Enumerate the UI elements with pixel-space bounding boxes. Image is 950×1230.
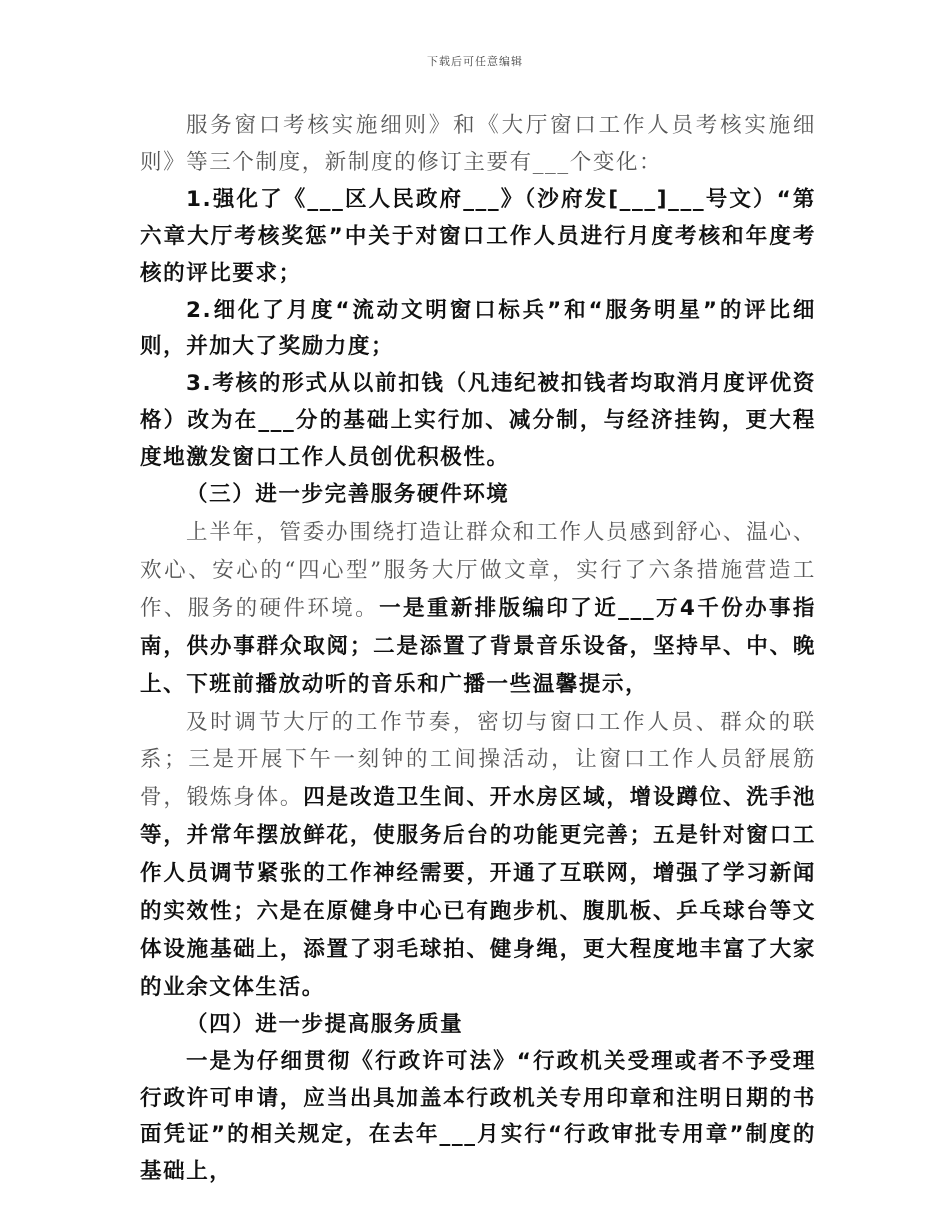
page-header: 下载后可任意编辑 — [427, 55, 523, 68]
paragraph-hardware-environment — [140, 514, 816, 704]
document-body — [140, 108, 816, 1191]
paragraph-hardware-environment-plain: 上半年，管委办围绕打造让群众和工作人员感到舒心、温心、欢心、安心的“四心型”服务大厅做文章，实行了六条措施营造工作、服务的硬件环境。 — [140, 519, 816, 621]
paragraph-hardware-measures-bold: 四是改造卫生间、开水房区域，增设蹲位、洗手池等，并常年摆放鲜花，使服务后台的功能更完善；五是针对窗口工作人员调节紧张的工作神经需要，开通了互联网，增强了学习新闻的实效性；六是在原健身中心已有跑步机、腹肌板、乒乓球台等文体设施基础上，添置了羽毛球拍、健身绳，更大程度地丰富了大家的业余文体生活。 — [140, 785, 817, 1000]
paragraph-intro — [140, 108, 816, 182]
paragraph-intro-text: 服务窗口考核实施细则》和《大厅窗口工作人员考核实施细则》等三个制度，新制度的修订主要有___个变化： — [140, 113, 816, 175]
paragraph-service-quality: 一是为仔细贯彻《行政许可法》“行政机关受理或者不予受理行政许可申请，应当出具加盖本行政机关专用印章和注明日期的书面凭证”的相关规定，在去年___月实行“行政审批专用章”制度的基础上， — [140, 1048, 816, 1185]
paragraph-change-3: 3.考核的形式从以前扣钱（凡违纪被扣钱者均取消月度评优资格）改为在___分的基础上实行加、减分制，与经济挂钩，更大程度地激发窗口工作人员创优积极性。 — [140, 371, 816, 471]
section-heading-4: （四）进一步提高服务质量 — [186, 1011, 464, 1037]
paragraph-hardware-measures — [140, 704, 816, 1007]
paragraph-change-1: 1.强化了《___区人民政府___》（沙府发[___]___号文）“第六章大厅考核奖惩”中关于对窗口工作人员进行月度考核和年度考核的评比要求； — [140, 186, 816, 286]
paragraph-hardware-environment-bold: 一是重新排版编印了近___万4千份办事指南，供办事群众取阅；二是添置了背景音乐设备，坚持早、中、晚上、下班前播放动听的音乐和广播一些温馨提示， — [140, 595, 816, 697]
section-heading-3: （三）进一步完善服务硬件环境 — [186, 482, 510, 508]
paragraph-hardware-measures-plain: 及时调节大厅的工作节奏，密切与窗口工作人员、群众的联系；三是开展下午一刻钟的工间操活动，让窗口工作人员舒展筋骨，锻炼身体。 — [140, 709, 816, 811]
paragraph-change-2: 2.细化了月度“流动文明窗口标兵”和“服务明星”的评比细则，并加大了奖励力度； — [140, 297, 816, 360]
